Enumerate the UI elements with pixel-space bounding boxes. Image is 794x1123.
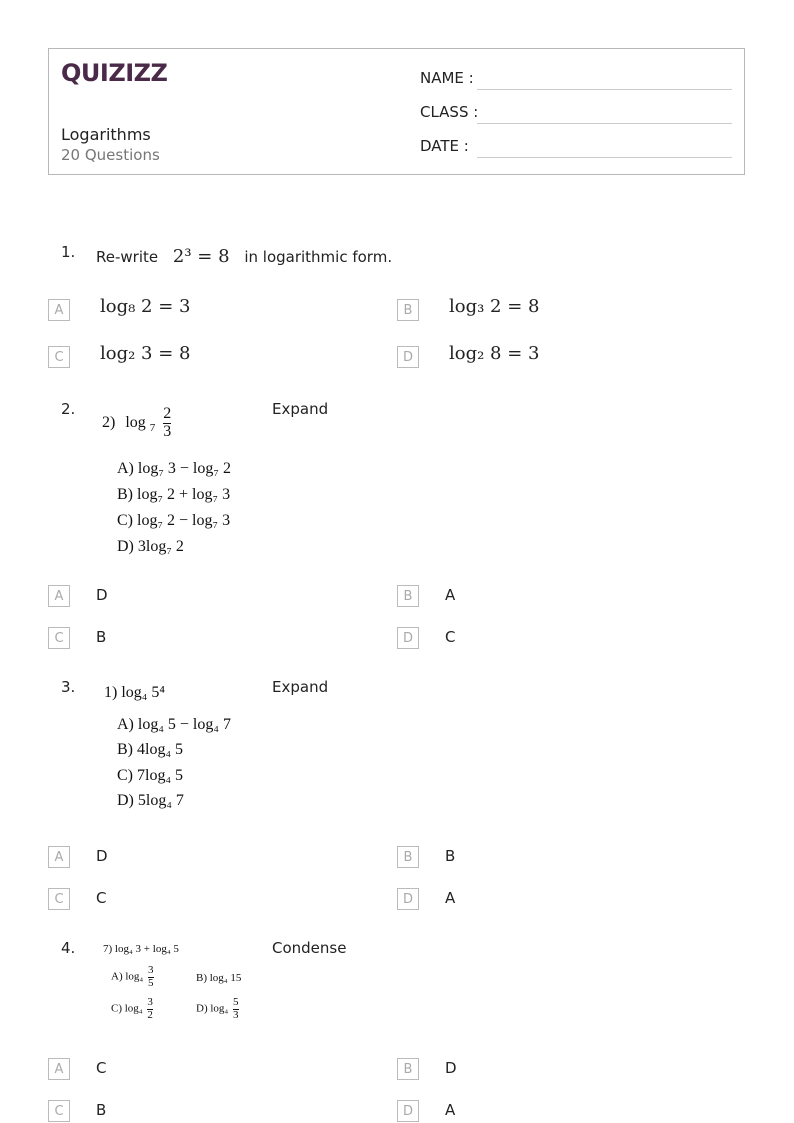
image-choice-d: D) 3log₇ 2 [117,538,184,555]
option-text: B [96,628,107,646]
image-choice-a: A) log₇ 3 − log₇ 2 [117,460,231,477]
choice-label: A) log₄ [111,970,144,983]
quizizz-logo: QUIZIZZ [61,59,168,87]
option-letter-box: C [48,1100,70,1122]
image-prompt: 1) log₄ 5⁴ [104,684,165,701]
question-label: Condense [272,939,347,957]
option-text: log₂ 3 = 8 [100,343,191,364]
question-text-after: in logarithmic form. [244,248,393,266]
option-letter-box: B [397,846,419,868]
option-text: B [96,1101,107,1119]
question-image [104,684,274,814]
fraction-numerator: 3 [147,996,153,1008]
question-number: 4. [61,939,76,957]
option-letter-box: D [397,627,419,649]
fraction-numerator: 3 [148,964,154,976]
image-choice-a [111,965,154,989]
choice-fraction [148,965,154,989]
image-choice-c [111,997,153,1021]
fraction-denominator: 3 [163,422,172,440]
class-label: CLASS : [420,103,479,121]
option-text: D [96,586,108,604]
question-number: 1. [61,243,76,261]
choice-label: C) log₄ [111,1002,143,1015]
class-field[interactable] [420,103,478,121]
question-number: 3. [61,678,76,696]
image-choice-d: D) 5log₄ 7 [117,792,184,809]
option-letter-box: D [397,1100,419,1122]
name-line[interactable] [477,89,732,90]
question-image [102,406,272,556]
option-letter-box: A [48,299,70,321]
option-letter-box: B [397,585,419,607]
option-letter-box: B [397,299,419,321]
image-prompt [102,406,171,441]
image-choice-c: C) log₇ 2 − log₇ 3 [117,512,231,529]
question-image [103,943,263,1029]
choice-fraction [233,997,239,1021]
option-text: D [445,1059,457,1077]
choice-label: D) log₄ [196,1002,229,1015]
option-text: A [445,889,456,907]
option-text: C [96,889,107,907]
fraction-denominator: 2 [147,1008,153,1021]
option-text: log₈ 2 = 3 [100,296,191,317]
option-letter-box: D [397,888,419,910]
fraction-numerator: 2 [163,405,172,422]
fraction-denominator: 5 [148,976,154,989]
question-math: 2³ = 8 [172,246,230,267]
image-choice-d [196,997,239,1021]
option-letter-box: A [48,1058,70,1080]
option-letter-box: C [48,346,70,368]
question-text [96,246,392,267]
image-choice-b: B) log₄ 15 [196,972,242,984]
option-letter-box: A [48,585,70,607]
worksheet-title: Logarithms [61,125,151,144]
question-text-before: Re-write [96,248,159,266]
option-text: D [96,847,108,865]
option-text: log₂ 8 = 3 [449,343,540,364]
option-text: C [96,1059,107,1077]
option-text: A [445,1101,456,1119]
image-choice-c: C) 7log₄ 5 [117,767,184,784]
choice-fraction [147,997,153,1021]
option-text: B [445,847,456,865]
date-field[interactable] [420,137,469,155]
option-letter-box: B [397,1058,419,1080]
question-number: 2. [61,400,76,418]
question-label: Expand [272,400,329,418]
prompt-fraction [163,406,171,441]
option-letter-box: D [397,346,419,368]
image-prompt: 7) log₄ 3 + log₄ 5 [103,943,179,955]
date-label: DATE : [420,137,469,155]
fraction-denominator: 3 [233,1008,239,1021]
option-letter-box: C [48,627,70,649]
date-line[interactable] [477,157,732,158]
prompt-base: 7 [149,421,156,434]
option-letter-box: C [48,888,70,910]
question-label: Expand [272,678,329,696]
image-choice-a: A) log₄ 5 − log₄ 7 [117,716,231,733]
image-choice-b: B) log₇ 2 + log₇ 3 [117,486,231,503]
name-label: NAME : [420,69,474,87]
worksheet-header [48,48,745,175]
option-letter-box: A [48,846,70,868]
option-text: log₃ 2 = 8 [449,296,540,317]
prompt-log: log [125,413,146,431]
question-count: 20 Questions [61,146,160,164]
option-text: C [445,628,456,646]
option-text: A [445,586,456,604]
fraction-numerator: 5 [233,996,239,1008]
prompt-number: 2) [102,413,116,431]
image-choice-b: B) 4log₄ 5 [117,741,184,758]
class-line[interactable] [477,123,732,124]
name-field[interactable] [420,69,474,87]
